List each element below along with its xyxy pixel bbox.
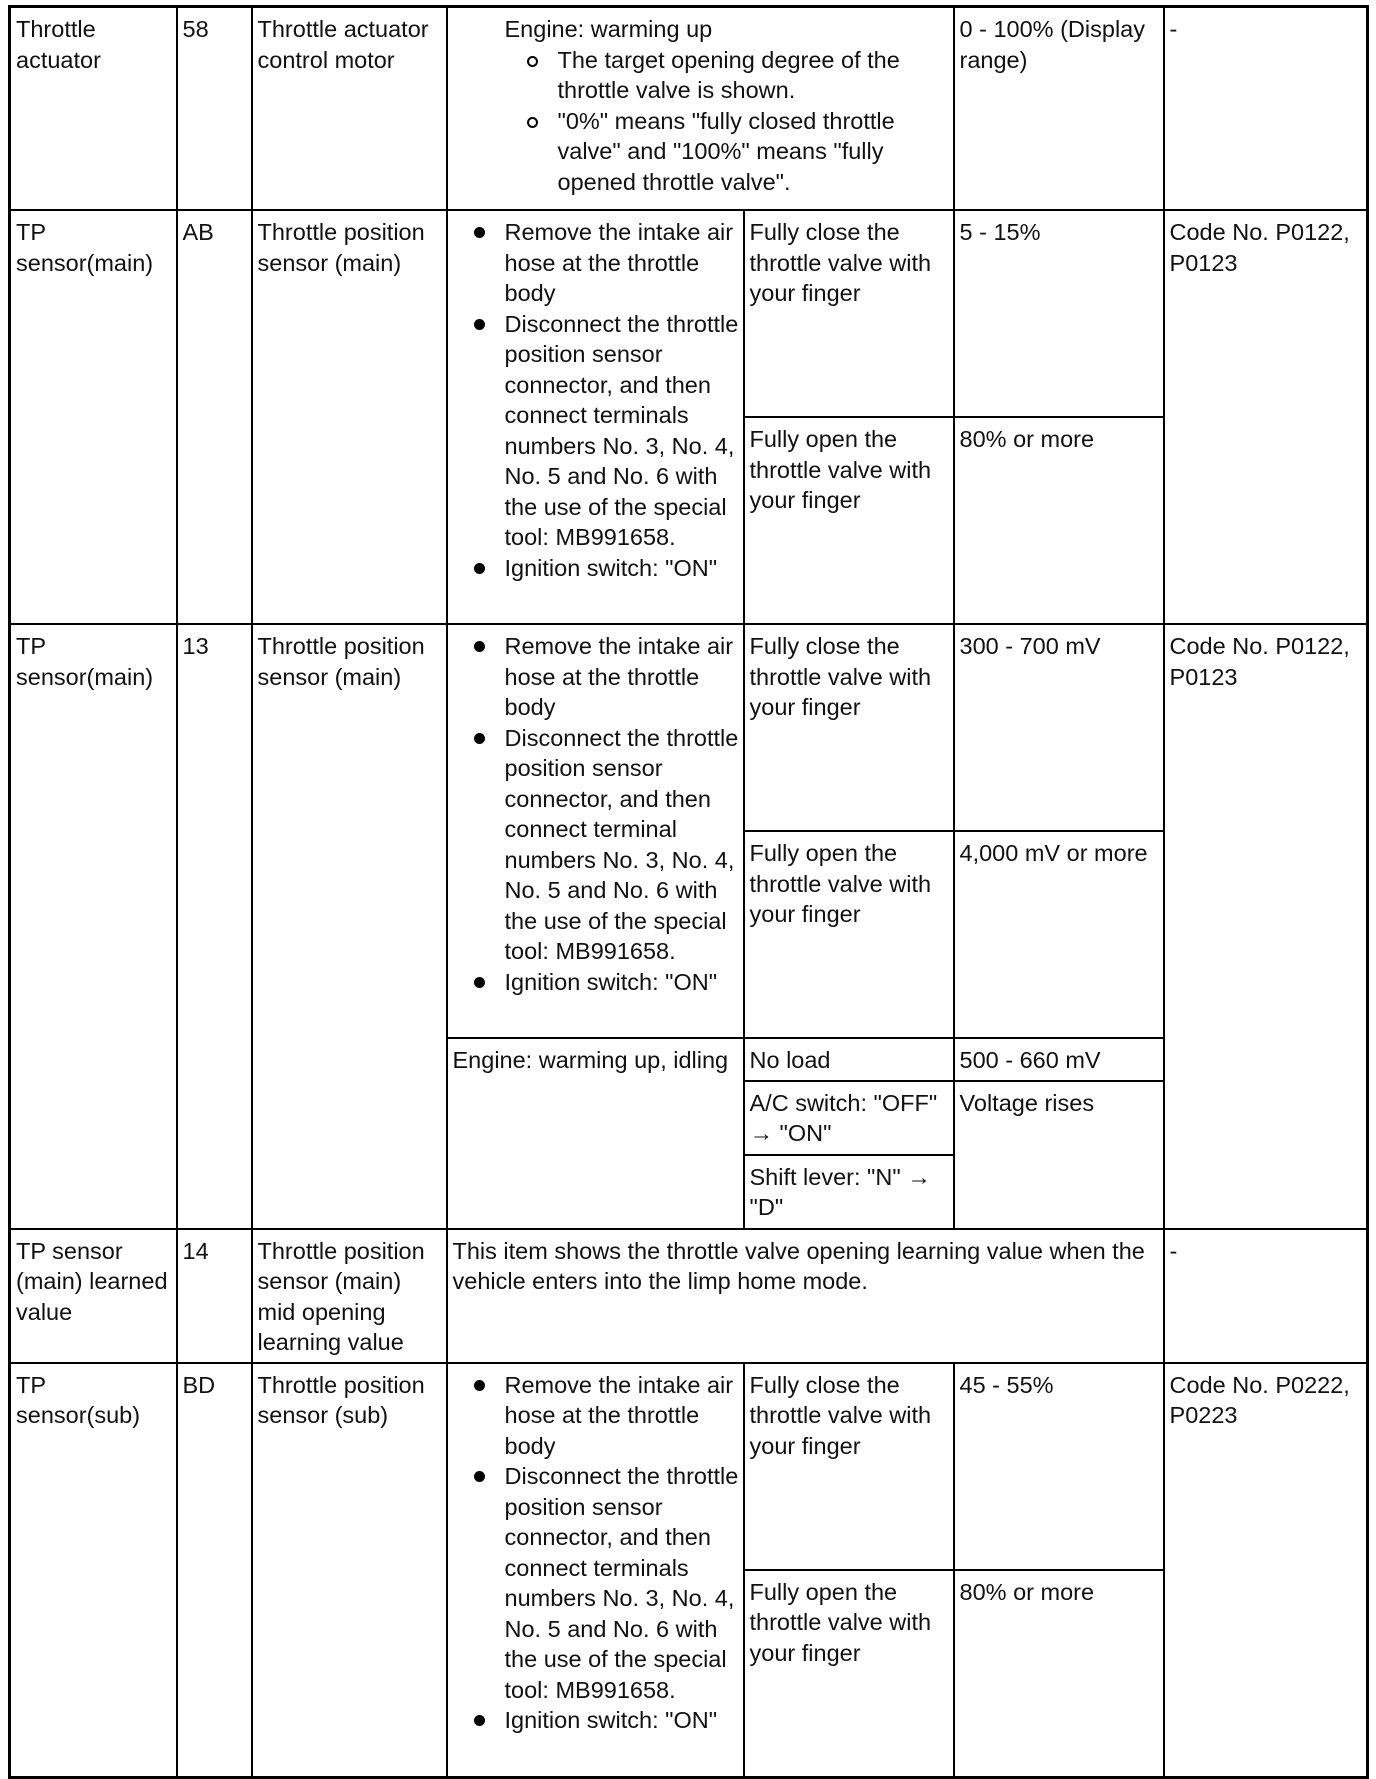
normal-condition-cell: 5 - 15%	[954, 210, 1164, 417]
normal-condition-cell: 500 - 660 mV	[954, 1038, 1164, 1081]
table-row	[10, 1229, 1368, 1363]
inspection-item-cell: Throttle position sensor (main) mid opening learning value	[252, 1229, 447, 1363]
condition-cell	[447, 624, 744, 1038]
list-item: Disconnect the throttle position sensor connector, and then connect terminals numbers No. 3, No. 4, No. 5 and No. 6 with the use of the special tool: MB991658.	[453, 1461, 739, 1705]
state-cell: Fully open the throttle valve with your finger	[744, 417, 954, 624]
condition-notes	[453, 45, 949, 198]
item-no-cell: AB	[177, 210, 252, 624]
normal-condition-cell: 300 - 700 mV	[954, 624, 1164, 831]
list-item: Disconnect the throttle position sensor connector, and then connect terminals numbers No. 3, No. 4, No. 5 and No. 6 with the use of the special tool: MB991658.	[453, 309, 739, 553]
state-cell: A/C switch: "OFF" → "ON"	[744, 1081, 954, 1155]
inspection-item-cell: Throttle position sensor (sub)	[252, 1363, 447, 1778]
table-row	[10, 1363, 1368, 1570]
data-list-table	[8, 5, 1369, 1779]
state-cell: Fully close the throttle valve with your finger	[744, 624, 954, 831]
table-row	[10, 7, 1368, 211]
table-row	[10, 210, 1368, 417]
inspection-item-cell: Throttle position sensor (main)	[252, 210, 447, 624]
list-item: Remove the intake air hose at the throttle body	[453, 217, 739, 309]
item-cell: TP sensor (main) learned value	[10, 1229, 177, 1363]
condition-cell	[447, 1363, 744, 1778]
item-no-cell: 13	[177, 624, 252, 1229]
inspection-item-cell: Throttle position sensor (main)	[252, 624, 447, 1229]
reference-cell: -	[1164, 1229, 1368, 1363]
condition-title: Engine: warming up	[504, 16, 713, 42]
item-cell: Throttle actuator	[10, 7, 177, 211]
list-item: Remove the intake air hose at the throttle body	[453, 1370, 739, 1462]
normal-condition-cell: 45 - 55%	[954, 1363, 1164, 1570]
item-no-cell: BD	[177, 1363, 252, 1778]
item-no-cell: 58	[177, 7, 252, 211]
item-cell: TP sensor(main)	[10, 624, 177, 1229]
reference-cell: Code No. P0122, P0123	[1164, 210, 1368, 624]
list-item: Remove the intake air hose at the throttle body	[453, 631, 739, 723]
list-item: Ignition switch: "ON"	[453, 553, 739, 584]
normal-condition-cell: 0 - 100% (Display range)	[954, 7, 1164, 211]
idle-condition-cell: Engine: warming up, idling	[447, 1038, 744, 1229]
normal-condition-cell: 80% or more	[954, 1570, 1164, 1778]
reference-cell: -	[1164, 7, 1368, 211]
item-cell: TP sensor(main)	[10, 210, 177, 624]
normal-condition-cell: Voltage rises	[954, 1081, 1164, 1229]
table-row	[10, 624, 1368, 831]
state-cell: Fully open the throttle valve with your finger	[744, 1570, 954, 1778]
list-item: Ignition switch: "ON"	[453, 967, 739, 998]
item-cell: TP sensor(sub)	[10, 1363, 177, 1778]
state-cell: Fully close the throttle valve with your finger	[744, 1363, 954, 1570]
list-item: "0%" means "fully closed throttle valve" and "100%" means "fully opened throttle valve".	[453, 106, 949, 198]
inspection-item-cell: Throttle actuator control motor	[252, 7, 447, 211]
state-cell: Shift lever: "N" → "D"	[744, 1155, 954, 1229]
state-cell: No load	[744, 1038, 954, 1081]
condition-list	[453, 1370, 739, 1736]
description-cell: This item shows the throttle valve opening learning value when the vehicle enters into the limp home mode.	[447, 1229, 1164, 1363]
reference-cell: Code No. P0222, P0223	[1164, 1363, 1368, 1778]
item-no-cell: 14	[177, 1229, 252, 1363]
list-item: The target opening degree of the throttle valve is shown.	[453, 45, 949, 106]
condition-list	[453, 217, 739, 583]
normal-condition-cell: 4,000 mV or more	[954, 831, 1164, 1038]
condition-cell	[447, 210, 744, 624]
condition-cell	[447, 7, 954, 211]
list-item: Disconnect the throttle position sensor connector, and then connect terminal numbers No. 3, No. 4, No. 5 and No. 6 with the use of the special tool: MB991658.	[453, 723, 739, 967]
condition-list	[453, 631, 739, 997]
normal-condition-cell: 80% or more	[954, 417, 1164, 624]
list-item: Ignition switch: "ON"	[453, 1705, 739, 1736]
service-manual-page	[8, 5, 1366, 1779]
state-cell: Fully open the throttle valve with your finger	[744, 831, 954, 1038]
reference-cell: Code No. P0122, P0123	[1164, 624, 1368, 1229]
state-cell: Fully close the throttle valve with your finger	[744, 210, 954, 417]
